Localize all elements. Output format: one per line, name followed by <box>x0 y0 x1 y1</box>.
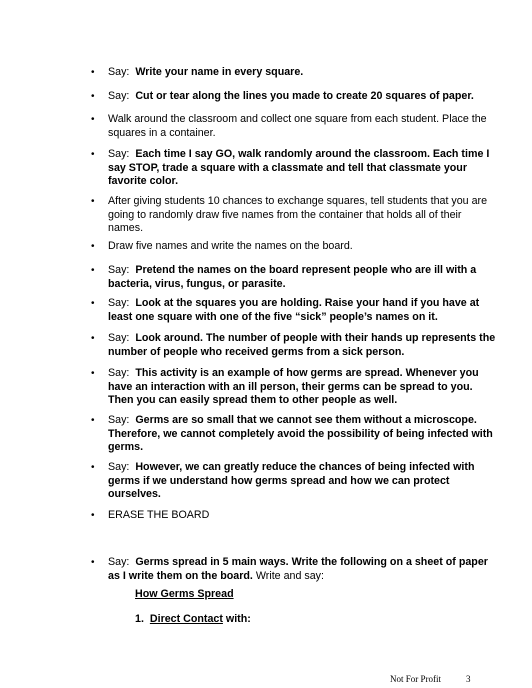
bullet-icon: • <box>91 114 95 125</box>
bullet-text: Look at the squares you are holding. Raise your hand if you have at least one square with one of the five “sick” people’s names on it. <box>108 297 480 323</box>
bullet-icon: • <box>91 149 95 160</box>
say-label: Say: <box>108 332 130 344</box>
page-number: 3 <box>466 674 471 684</box>
bullet-text: Each time I say GO, walk randomly around the classroom. Each time I say STOP, trade a square with a classmate and tell that classmate your favorite color. <box>108 148 490 187</box>
section-heading: How Germs Spread <box>135 588 234 600</box>
bullet-icon: • <box>91 333 95 344</box>
bullet-item <box>91 195 496 236</box>
bullet-text: Walk around the classroom and collect one square from each student. Place the squares in a container. <box>108 113 487 139</box>
bullet-icon: • <box>91 368 95 379</box>
bullet-text: Write your name in every square. <box>135 66 304 78</box>
bullet-item <box>91 113 496 140</box>
say-label: Say: <box>108 297 130 309</box>
bullet-text: Look around. The number of people with their hands up represents the number of people who received germs from a sick person. <box>108 332 496 358</box>
bullet-tail-text: Write and say: <box>252 569 324 582</box>
bullet-icon: • <box>91 67 95 78</box>
bullet-text: After giving students 10 chances to exchange squares, tell students that you are going to randomly draw five names from the container that holds all of their names. <box>108 195 488 234</box>
bullet-text: Germs spread in 5 main ways. Write the following on a sheet of paper as I write them on the board. <box>108 556 488 582</box>
bullet-text: ERASE THE BOARD <box>108 509 210 521</box>
bullet-icon: • <box>91 415 95 426</box>
numbered-item <box>135 613 251 625</box>
bullet-icon: • <box>91 241 95 252</box>
bullet-item <box>91 332 496 359</box>
item-number: 1. <box>135 613 144 625</box>
bullet-item <box>91 66 496 80</box>
say-label: Say: <box>108 90 130 102</box>
bullet-text: Pretend the names on the board represent people who are ill with a bacteria, virus, fungus, or parasite. <box>108 264 477 290</box>
bullet-text: Germs are so small that we cannot see them without a microscope. Therefore, we cannot completely avoid the possibility of being infected with germs. <box>108 414 493 453</box>
bullet-icon: • <box>91 265 95 276</box>
bullet-item <box>91 264 496 291</box>
footer-text: Not For Profit <box>390 674 442 684</box>
say-label: Say: <box>108 148 130 160</box>
bullet-item <box>91 90 496 104</box>
bullet-text: This activity is an example of how germs are spread. Whenever you have an interaction with an ill person, their germs can be spread to you. Then you can easily spread them to other people as well. <box>108 367 479 406</box>
bullet-item <box>91 414 496 455</box>
say-label: Say: <box>108 414 130 426</box>
bullet-item <box>91 509 496 523</box>
bullet-icon: • <box>91 557 95 568</box>
bullet-item <box>91 297 496 324</box>
bullet-item <box>91 240 496 254</box>
page-footer <box>390 674 530 684</box>
say-label: Say: <box>108 461 130 473</box>
say-label: Say: <box>108 367 130 379</box>
bullet-icon: • <box>91 196 95 207</box>
bullet-text: However, we can greatly reduce the chances of being infected with germs if we understand how germs spread and how we can protect ourselves. <box>108 461 475 500</box>
bullet-item <box>91 367 496 408</box>
bullet-icon: • <box>91 462 95 473</box>
bullet-text: Cut or tear along the lines you made to create 20 squares of paper. <box>135 90 474 102</box>
bullet-icon: • <box>91 298 95 309</box>
bullet-icon: • <box>91 91 95 102</box>
bullet-text: Draw five names and write the names on the board. <box>108 240 353 252</box>
say-label: Say: <box>108 66 130 78</box>
bullet-icon: • <box>91 510 95 521</box>
say-label: Say: <box>108 556 130 568</box>
item-suffix: with: <box>222 613 251 625</box>
say-label: Say: <box>108 264 130 276</box>
bullet-item <box>91 148 496 189</box>
bullet-item <box>91 461 496 502</box>
bullet-item <box>91 556 496 583</box>
item-label: Direct Contact <box>149 613 223 625</box>
